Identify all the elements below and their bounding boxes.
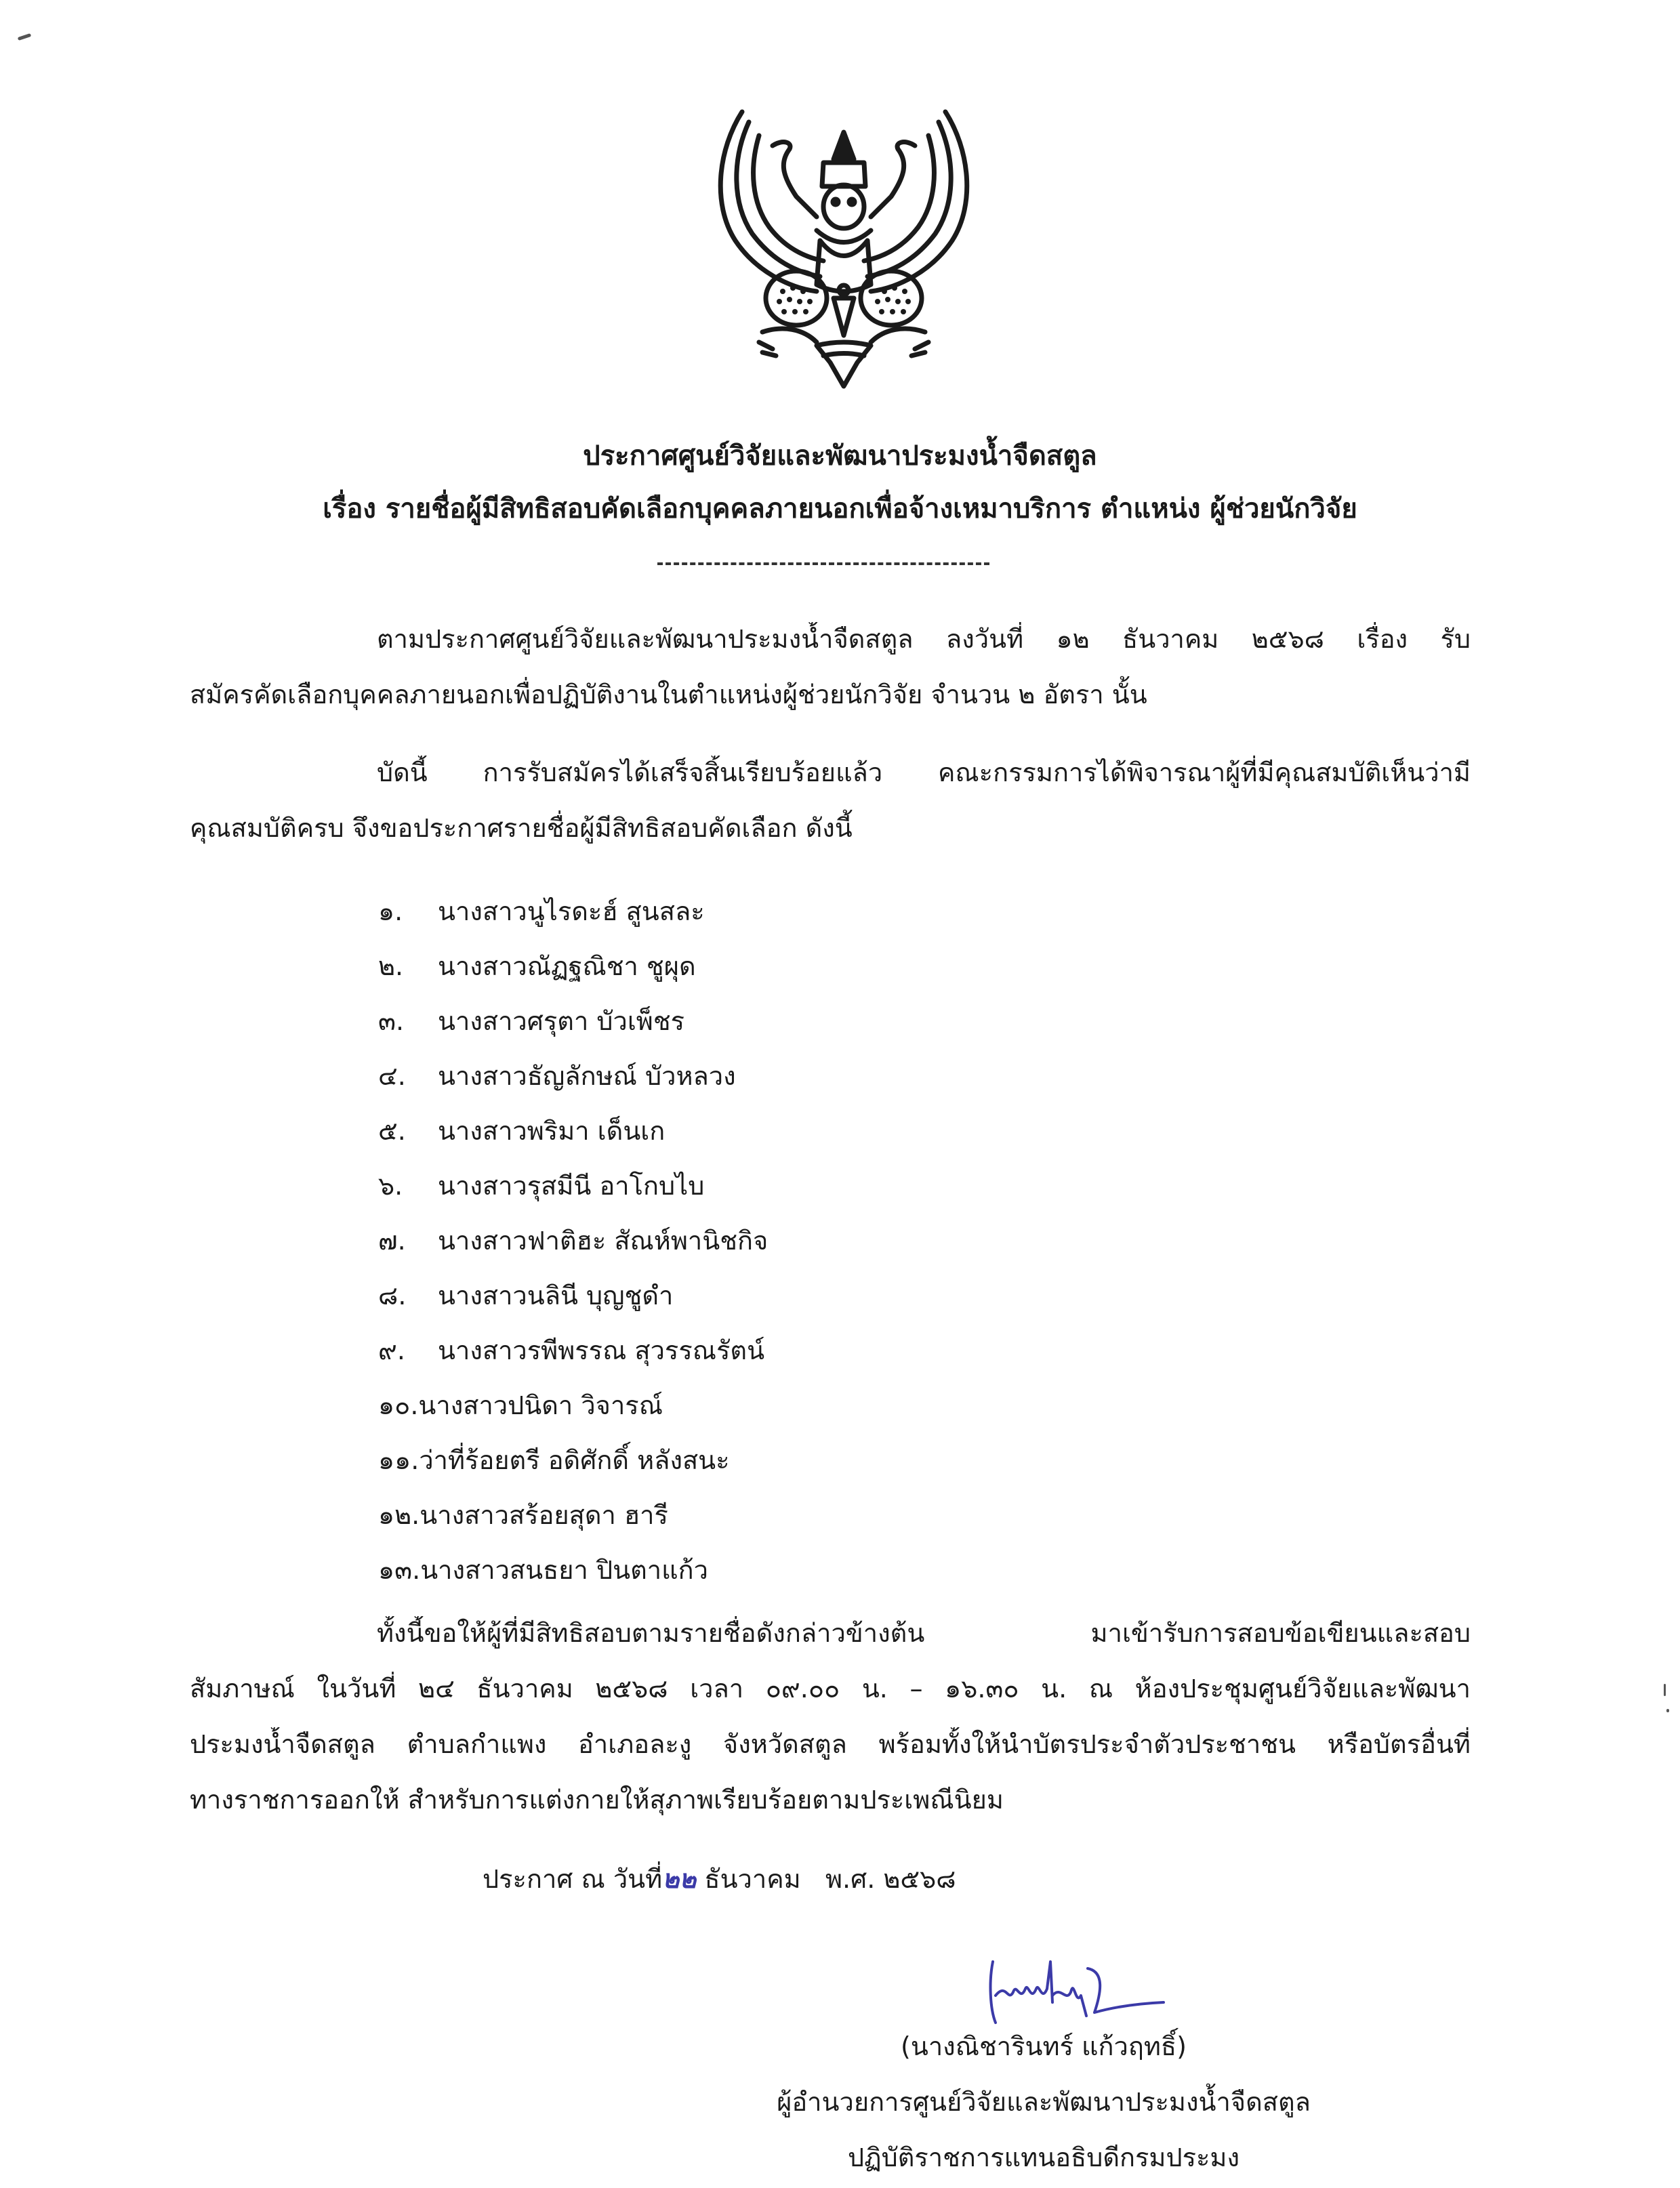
list-item	[378, 1334, 768, 1388]
signer-name: (นางณิชารินทร์ แก้วฤทธิ์)	[901, 2031, 1187, 2061]
announcement-date	[483, 1862, 956, 1896]
item-number: ๘.	[378, 1281, 407, 1310]
garuda-emblem-icon	[708, 95, 979, 393]
para3-line3: ประมงน้ำจืดสตูล ตำบลกำแพง อำเภอละงู จังหวัดสตูล พร้อมทั้งให้นำบัตรประจำตัวประชาชน หรือบัตรอื่นที่	[190, 1729, 1471, 1759]
list-item	[378, 1114, 768, 1169]
item-number: ๙.	[378, 1336, 405, 1365]
scan-speck	[1666, 1709, 1669, 1712]
list-item	[378, 1553, 768, 1608]
list-item	[378, 1169, 768, 1224]
list-item	[378, 1443, 768, 1498]
scan-speck	[1664, 1684, 1666, 1696]
candidate-name: นางสาวนูไรดะฮ์ สูนสละ	[438, 896, 705, 926]
date-month: ธันวาคม	[704, 1864, 801, 1894]
candidate-name: นางสาวสร้อยสุดา ฮารี	[419, 1500, 668, 1530]
para1-line2: สมัครคัดเลือกบุคคลภายนอกเพื่อปฏิบัติงานในตำแหน่งผู้ช่วยนักวิจัย จำนวน ๒ อัตรา นั้น	[190, 680, 1147, 709]
item-number: ๑๐.	[378, 1390, 419, 1420]
candidate-name: นางสาวฟาติฮะ สัณห์พานิชกิจ	[438, 1226, 769, 1256]
candidate-name: นางสาวณัฏฐณิชา ชูผุด	[438, 951, 696, 981]
item-number: ๕.	[378, 1116, 406, 1146]
item-number: ๖.	[378, 1171, 403, 1201]
announcement-title: ประกาศศูนย์วิจัยและพัฒนาประมงน้ำจืดสตูล	[583, 440, 1097, 472]
item-number: ๑๓.	[378, 1555, 421, 1585]
candidate-name: นางสาวพริมา เด็นเก	[438, 1116, 665, 1146]
scan-speck	[18, 33, 32, 41]
candidate-name: นางสาวสนธยา ปินตาแก้ว	[420, 1555, 708, 1585]
candidate-name: นางสาวศรุตา บัวเพ็ชร	[438, 1006, 685, 1036]
list-item	[378, 1059, 768, 1114]
handwritten-signature-icon	[986, 1955, 1169, 2029]
list-item	[378, 894, 768, 949]
candidate-list	[378, 894, 768, 1608]
candidate-name: ว่าที่ร้อยตรี อดิศักดิ์ หลังสนะ	[419, 1445, 730, 1475]
para3-line1: ทั้งนี้ขอให้ผู้ที่มีสิทธิสอบตามรายชื่อดังกล่าวข้างต้น มาเข้ารับการสอบข้อเขียนและสอบ	[377, 1618, 1471, 1648]
list-item	[378, 1224, 768, 1279]
candidate-name: นางสาวนลินี บุญชูดำ	[438, 1281, 674, 1310]
para1-line1: ตามประกาศศูนย์วิจัยและพัฒนาประมงน้ำจืดสตูล ลงวันที่ ๑๒ ธันวาคม ๒๕๖๘ เรื่อง รับ	[377, 624, 1471, 654]
title-separator	[657, 562, 989, 565]
list-item	[378, 949, 768, 1004]
announcement-subject: เรื่อง รายชื่อผู้มีสิทธิสอบคัดเลือกบุคคลภายนอกเพื่อจ้างเหมาบริการ ตำแหน่ง ผู้ช่วยนักวิจัย	[323, 493, 1357, 524]
para2-line1: บัดนี้ การรับสมัครได้เสร็จสิ้นเรียบร้อยแล้ว คณะกรรมการได้พิจารณาผู้ที่มีคุณสมบัติเห็นว่ามี	[377, 758, 1471, 787]
date-year: พ.ศ. ๒๕๖๘	[825, 1864, 956, 1894]
item-number: ๔.	[378, 1061, 406, 1091]
date-prefix: ประกาศ ณ วันที่	[483, 1864, 663, 1894]
item-number: ๓.	[378, 1006, 405, 1036]
list-item	[378, 1004, 768, 1059]
item-number: ๒.	[378, 951, 404, 981]
candidate-name: นางสาวปนิดา วิจารณ์	[418, 1390, 663, 1420]
signer-acting-position: ปฏิบัติราชการแทนอธิบดีกรมประมง	[847, 2143, 1240, 2172]
para3-line2: สัมภาษณ์ ในวันที่ ๒๔ ธันวาคม ๒๕๖๘ เวลา ๐๙.๐๐ น. – ๑๖.๓๐ น. ณ ห้องประชุมศูนย์วิจัยและพัฒนา	[190, 1674, 1471, 1704]
list-item	[378, 1279, 768, 1334]
signer-position: ผู้อำนวยการศูนย์วิจัยและพัฒนาประมงน้ำจืดสตูล	[777, 2087, 1311, 2117]
list-item	[378, 1388, 768, 1443]
item-number: ๑.	[378, 896, 403, 926]
para3-line4: ทางราชการออกให้ สำหรับการแต่งกายให้สุภาพเรียบร้อยตามประเพณีนิยม	[190, 1785, 1004, 1815]
item-number: ๑๑.	[378, 1445, 419, 1475]
candidate-name: นางสาวรุสมีนี อาโกบไบ	[438, 1171, 705, 1201]
item-number: ๗.	[378, 1226, 406, 1256]
para2-line2: คุณสมบัติครบ จึงขอประกาศรายชื่อผู้มีสิทธิสอบคัดเลือก ดังนี้	[190, 813, 853, 843]
list-item	[378, 1498, 768, 1553]
candidate-name: นางสาวธัญลักษณ์ บัวหลวง	[438, 1061, 736, 1091]
item-number: ๑๒.	[378, 1500, 420, 1530]
handwritten-day: ๒๒	[662, 1864, 697, 1894]
candidate-name: นางสาวรพีพรรณ สุวรรณรัตน์	[438, 1336, 765, 1365]
